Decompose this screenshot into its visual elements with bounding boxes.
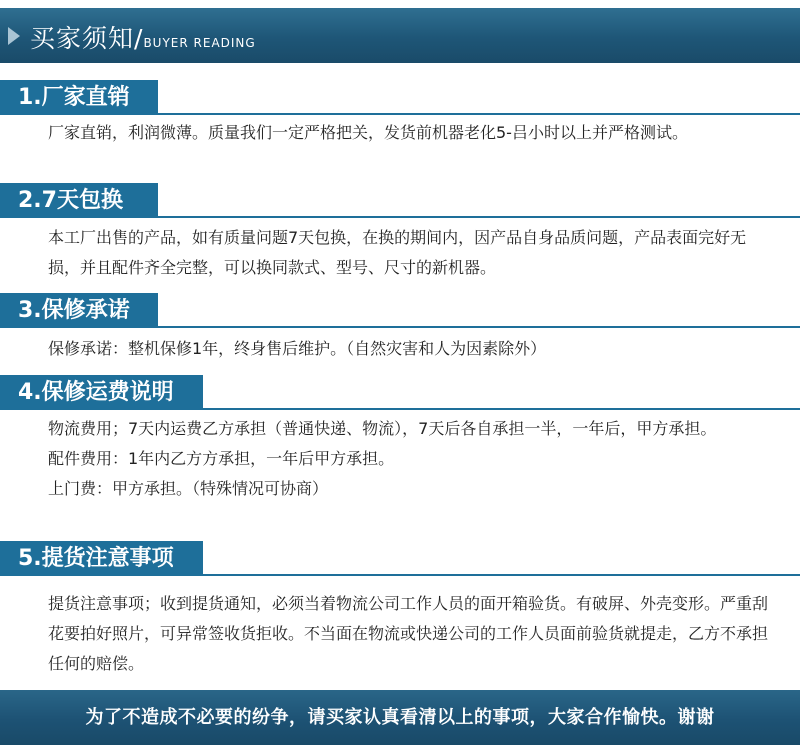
header-banner	[0, 8, 800, 63]
section-4-paragraph-2: 配件费用：1年内乙方方承担，一年后甲方承担。	[48, 449, 395, 468]
section-body-5	[48, 589, 778, 679]
section-4-paragraph-3: 上门费：甲方承担。（特殊情况可协商）	[48, 479, 329, 498]
footer-banner: 为了不造成不必要的纷争，请买家认真看清以上的事项，大家合作愉快。谢谢	[0, 690, 800, 745]
section-3-paragraph: 保修承诺：整机保修1年，终身售后维护。（自然灾害和人为因素除外）	[48, 339, 547, 358]
section-body-3	[48, 334, 778, 364]
page-title-subtitle: BUYER READING	[143, 36, 256, 50]
section-heading-2: 2.7天包换	[0, 183, 158, 218]
section-4-paragraph-1: 物流费用；7天内运费乙方承担（普通快递、物流），7天后各自承担一半，一年后，甲方承担。	[48, 419, 717, 438]
section-body-4	[48, 414, 778, 504]
section-heading-4: 4.保修运费说明	[0, 375, 203, 410]
section-1-paragraph: 厂家直销，利润微薄。质量我们一定严格把关，发货前机器老化5-吕小时以上并严格测试。	[48, 123, 688, 142]
section-divider-4	[0, 408, 800, 410]
section-heading-1: 1.厂家直销	[0, 80, 158, 115]
section-5-paragraph: 提货注意事项；收到提货通知，必须当着物流公司工作人员的面开箱验货。有破屏、外壳变形。严重刮花要拍好照片，可异常签收货拒收。不当面在物流或快递公司的工作人员面前验货就提走，乙方不承担任何的赔偿。	[48, 594, 769, 673]
section-divider-2	[0, 216, 800, 218]
section-body-2	[48, 223, 778, 283]
section-body-1	[48, 118, 778, 148]
section-2-paragraph: 本工厂出售的产品，如有质量问题7天包换，在换的期间内，因产品自身品质问题，产品表面完好无损，并且配件齐全完整，可以换同款式、型号、尺寸的新机器。	[48, 228, 747, 277]
section-divider-5	[0, 574, 800, 576]
triangle-marker-icon	[8, 27, 20, 45]
section-heading-5: 5.提货注意事项	[0, 541, 203, 576]
page-title-main: 买家须知/	[30, 24, 144, 53]
section-divider-1	[0, 113, 800, 115]
page-title	[30, 19, 256, 55]
section-heading-3: 3.保修承诺	[0, 293, 158, 328]
section-divider-3	[0, 326, 800, 328]
